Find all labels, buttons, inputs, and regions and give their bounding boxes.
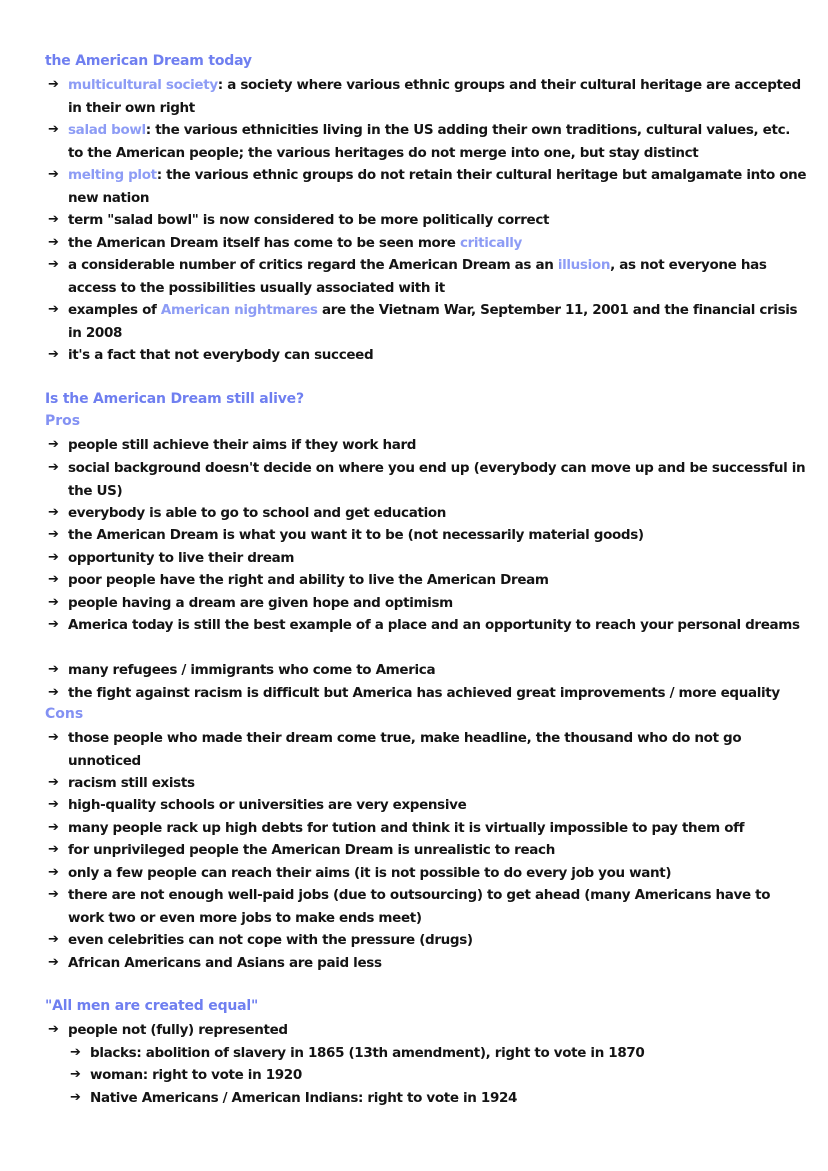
pros-label: Pros — [45, 413, 81, 429]
con-item: ➔ many people rack up high debts for tution and think it is virtually impossible to pay them off — [48, 817, 808, 840]
list-item — [48, 232, 808, 255]
pro-item: ➔ people still achieve their aims if they work hard — [48, 434, 808, 457]
arrow-icon: ➔ — [48, 595, 59, 610]
pro-item: ➔ social background doesn't decide on where you end up (everybody can move up and be successful in the US) — [48, 457, 808, 502]
arrow-icon: ➔ — [70, 1090, 81, 1105]
arrow-icon: ➔ — [48, 437, 59, 452]
con-item: ➔ there are not enough well-paid jobs (due to outsourcing) to get ahead (many Americans have to work two or even more jobs to make ends meet) — [48, 884, 808, 929]
term-highlight: melting plot — [68, 167, 157, 183]
list-item: ➔ a considerable number of critics regard the American Dream as an illusion, as not everyone has access to the possibilities usually associated with it — [48, 254, 808, 299]
heading-still-alive: Is the American Dream still alive? — [45, 391, 304, 407]
arrow-icon: ➔ — [48, 460, 59, 475]
list-item — [48, 209, 808, 232]
con-item: ➔ only a few people can reach their aims (it is not possible to do every job you want) — [48, 862, 808, 885]
con-item: ➔ African Americans and Asians are paid less — [48, 952, 808, 975]
arrow-icon: ➔ — [48, 955, 59, 970]
arrow-icon: ➔ — [48, 77, 59, 92]
list-item: ➔ examples of American nightmares are the Vietnam War, September 11, 2001 and the financial crisis in 2008 — [48, 299, 808, 344]
arrow-icon: ➔ — [48, 842, 59, 857]
sub-list-item: ➔ woman: right to vote in 1920 — [70, 1064, 810, 1087]
con-item: ➔ for unprivileged people the American Dream is unrealistic to reach — [48, 839, 808, 862]
arrow-icon: ➔ — [48, 685, 59, 700]
term-highlight: illusion — [557, 257, 611, 273]
pro-item: ➔ people having a dream are given hope and optimism — [48, 592, 808, 615]
arrow-icon: ➔ — [48, 1022, 59, 1037]
term-highlight: critically — [459, 235, 522, 251]
con-item: ➔ even celebrities can not cope with the pressure (drugs) — [48, 929, 808, 952]
arrow-icon: ➔ — [48, 550, 59, 565]
item-text: a society where various ethnic groups and their cultural heritage are accepted in their own right — [68, 77, 801, 116]
arrow-icon: ➔ — [48, 797, 59, 812]
arrow-icon: ➔ — [48, 662, 59, 677]
arrow-icon: ➔ — [48, 775, 59, 790]
pro-item: ➔ the American Dream is what you want it to be (not necessarily material goods) — [48, 524, 808, 547]
arrow-icon: ➔ — [48, 820, 59, 835]
con-item: ➔ racism still exists — [48, 772, 808, 795]
cons-label: Cons — [45, 706, 84, 722]
term-highlight: American nightmares — [160, 302, 318, 318]
term-highlight: multicultural society — [68, 77, 218, 93]
arrow-icon: ➔ — [48, 347, 59, 362]
list-item: ➔ people not (fully) represented — [48, 1019, 808, 1042]
heading-all-men-equal: "All men are created equal" — [45, 998, 259, 1014]
item-text: a considerable number of critics regard the American Dream as an — [68, 257, 558, 273]
arrow-icon: ➔ — [48, 572, 59, 587]
heading-american-dream-today: the American Dream today — [45, 53, 252, 69]
list-item: ➔ multicultural society: a society where various ethnic groups and their cultural heritage are accepted in their own right — [48, 74, 808, 119]
arrow-icon: ➔ — [48, 167, 59, 182]
item-text: term "salad bowl" is now considered to be more politically correct — [68, 212, 550, 228]
sub-list-item: ➔ blacks: abolition of slavery in 1865 (13th amendment), right to vote in 1870 — [70, 1042, 810, 1065]
item-text: examples of — [68, 302, 161, 318]
list-item: ➔ salad bowl: the various ethnicities living in the US adding their own traditions, cultural values, etc. to the American people; the various heritages do not merge into one, but stay distinct — [48, 119, 808, 164]
pro-item: ➔ opportunity to live their dream — [48, 547, 808, 570]
arrow-icon: ➔ — [48, 235, 59, 250]
item-text: it's a fact that not everybody can succeed — [68, 347, 374, 363]
list-item: ➔ melting plot: the various ethnic groups do not retain their cultural heritage but amalgamate into one new nation — [48, 164, 808, 209]
arrow-icon: ➔ — [70, 1045, 81, 1060]
arrow-icon: ➔ — [48, 865, 59, 880]
arrow-icon: ➔ — [48, 730, 59, 745]
pro-item: ➔ everybody is able to go to school and get education — [48, 502, 808, 525]
arrow-icon: ➔ — [48, 505, 59, 520]
item-text: the American Dream itself has come to be seen more — [68, 235, 460, 251]
list-item — [48, 344, 808, 367]
item-text: the various ethnic groups do not retain their cultural heritage but amalgamate into one new nation — [68, 167, 807, 206]
arrow-icon: ➔ — [48, 932, 59, 947]
item-text: the various ethnicities living in the US adding their own traditions, cultural values, etc. to the American people; the various heritages do not merge into one, but stay distinct — [68, 122, 791, 161]
arrow-icon: ➔ — [48, 257, 59, 272]
pro-item: ➔ many refugees / immigrants who come to America — [48, 659, 808, 682]
pro-item: ➔ the fight against racism is difficult but America has achieved great improvements / more equality — [48, 682, 808, 705]
arrow-icon: ➔ — [48, 302, 59, 317]
arrow-icon: ➔ — [48, 887, 59, 902]
arrow-icon: ➔ — [70, 1067, 81, 1082]
arrow-icon: ➔ — [48, 527, 59, 542]
pro-item: ➔ America today is still the best example of a place and an opportunity to reach your personal dreams — [48, 614, 808, 637]
sub-list-item: ➔ Native Americans / American Indians: right to vote in 1924 — [70, 1087, 810, 1110]
arrow-icon: ➔ — [48, 212, 59, 227]
arrow-icon: ➔ — [48, 122, 59, 137]
con-item: ➔ high-quality schools or universities are very expensive — [48, 794, 808, 817]
term-highlight: salad bowl — [68, 122, 146, 138]
pro-item: ➔ poor people have the right and ability to live the American Dream — [48, 569, 808, 592]
arrow-icon: ➔ — [48, 617, 59, 632]
con-item: ➔ those people who made their dream come true, make headline, the thousand who do not go unnoticed — [48, 727, 808, 772]
